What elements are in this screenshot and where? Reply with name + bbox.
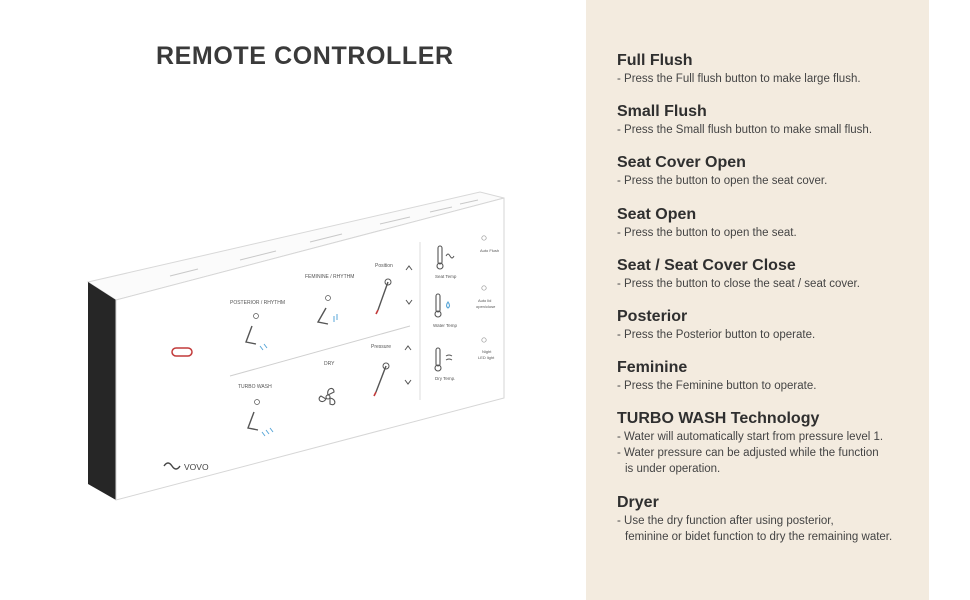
night-label-2: LED light [478,355,495,360]
feature-desc: - Press the Full flush button to make large flush. [617,73,861,85]
feature-title: Posterior [617,308,688,325]
feature-desc: - Press the button to open the seat. [617,227,797,239]
feature-dryer [617,493,917,545]
feature-desc: - Press the button to open the seat cover. [617,175,828,187]
feature-title: TURBO WASH Technology [617,410,820,427]
brand-text: VOVO [184,462,209,472]
feature-title: Seat / Seat Cover Close [617,257,796,274]
feature-turbo-wash [617,409,917,477]
pressure-label: Pressure [371,344,392,350]
auto-flush-label: Auto Flush [480,248,500,253]
feature-list [586,0,929,600]
feature-seat-open [617,205,917,241]
feature-desc: feminine or bidet function to dry the remaining water. [625,531,893,543]
feature-desc: is under operation. [625,463,721,475]
feature-title: Full Flush [617,52,693,69]
dry-temp-label: Dry Temp. [435,376,456,381]
right-margin [929,0,970,600]
seat-temp-label: Seat Temp [435,274,457,279]
feature-title: Seat Cover Open [617,154,746,171]
feature-seat-cover-open [617,153,917,189]
auto-lid-label-2: open/close [476,304,496,309]
posterior-label: POSTERIOR / RHYTHM [230,300,286,306]
feature-desc: - Press the Small flush button to make small flush. [617,124,873,136]
feature-desc: - Water pressure can be adjusted while the function [617,447,879,459]
feature-small-flush [617,102,917,138]
auto-lid-label: Auto lid [478,298,492,303]
feature-desc: - Press the Posterior button to operate. [617,329,816,341]
feature-desc: - Water will automatically start from pressure level 1. [617,431,884,443]
feature-full-flush [617,51,917,87]
feature-desc: - Press the Feminine button to operate. [617,380,817,392]
feature-desc: - Use the dry function after using posterior, [617,515,834,527]
feature-title: Small Flush [617,103,707,120]
page-title: REMOTE CONTROLLER [156,42,454,70]
dry-label: DRY [324,361,335,367]
feature-desc: - Press the button to close the seat / seat cover. [617,278,860,290]
turbo-label: TURBO WASH [238,384,272,390]
feature-title: Seat Open [617,206,697,223]
remote-side-face [88,282,116,500]
feature-feminine [617,358,917,394]
feature-title: Dryer [617,494,659,511]
remote-controller-illustration [80,190,520,510]
feature-title: Feminine [617,359,688,376]
feminine-label: FEMININE / RHYTHM [305,274,355,280]
feature-seat-close [617,256,917,292]
position-label: Position [375,263,393,269]
night-label: Night [482,349,492,354]
feature-posterior [617,307,917,343]
water-temp-label: Water Temp [433,323,458,328]
